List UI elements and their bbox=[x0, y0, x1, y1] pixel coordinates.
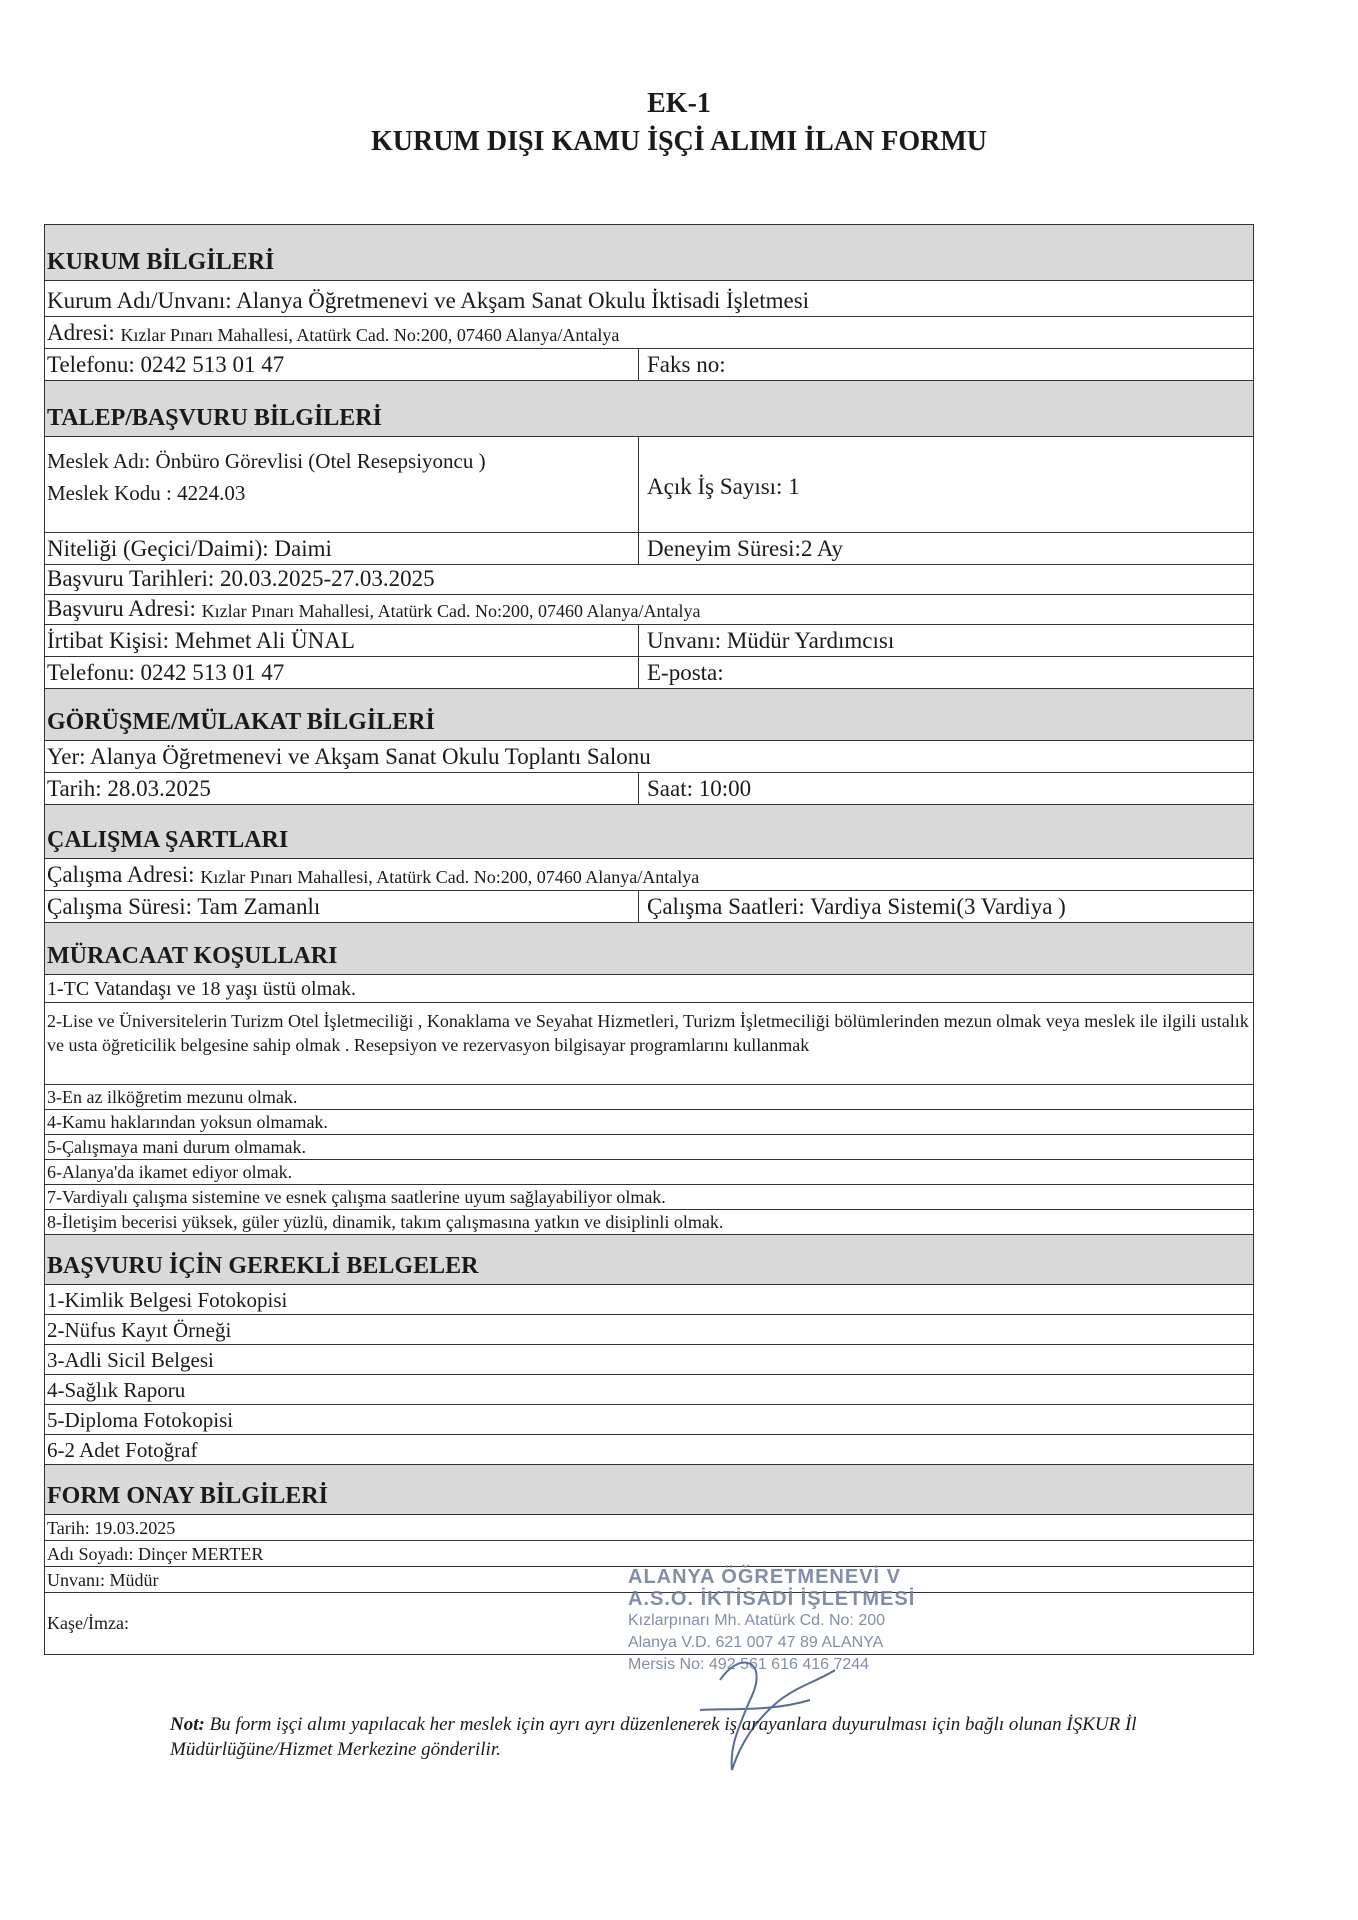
belge-item: 1-Kimlik Belgesi Fotokopisi bbox=[45, 1285, 1253, 1315]
basvuru-tarihleri-row bbox=[45, 565, 1253, 595]
onay-unvan: Unvanı: Müdür bbox=[47, 1570, 159, 1590]
muracaat-item: 6-Alanya'da ikamet ediyor olmak. bbox=[45, 1160, 1253, 1185]
deneyim-suresi: Deneyim Süresi:2 Ay bbox=[647, 536, 843, 561]
basvuru-adres-value: Kızlar Pınarı Mahallesi, Atatürk Cad. No:200, 07460 Alanya/Antalya bbox=[201, 601, 701, 621]
muracaat-item: 7-Vardiyalı çalışma sistemine ve esnek çalışma saatlerine uyum sağlayabiliyor olmak. bbox=[45, 1185, 1253, 1210]
calisma-adres-value: Kızlar Pınarı Mahallesi, Atatürk Cad. No:200, 07460 Alanya/Antalya bbox=[200, 867, 700, 887]
onay-tarih-row bbox=[45, 1515, 1253, 1541]
basvuru-tarihleri: Başvuru Tarihleri: 20.03.2025-27.03.2025 bbox=[47, 566, 435, 591]
section-onay bbox=[45, 1465, 1253, 1515]
meslek-kodu: Meslek Kodu : 4224.03 bbox=[47, 481, 246, 505]
muracaat-item: 2-Lise ve Üniversitelerin Turizm Otel İşletmeciliği , Konaklama ve Seyahat Hizmetleri, Turizm İşletmeciliği bölümlerinden mezun olmak veya meslek ile ilgili ustalık ve usta öğreticilik belgesine sahip olmak . Resepsiyon ve rezervasyon bilgisayar programlarını kullanmak bbox=[45, 1003, 1253, 1085]
kurum-adi-row bbox=[45, 281, 1253, 317]
acik-is-sayisi: Açık İş Sayısı: 1 bbox=[647, 474, 800, 499]
section-gorusme bbox=[45, 689, 1253, 741]
stamp-line: ALANYA ÖĞRETMENEVİ V bbox=[628, 1566, 901, 1588]
kurum-adres-row bbox=[45, 317, 1253, 349]
section-belgeler bbox=[45, 1235, 1253, 1285]
kurum-adi: Kurum Adı/Unvanı: Alanya Öğretmenevi ve Akşam Sanat Okulu İktisadi İşletmesi bbox=[47, 288, 810, 313]
calisma-saatleri: Çalışma Saatleri: Vardiya Sistemi(3 Vardiya ) bbox=[647, 894, 1066, 919]
form-table bbox=[44, 224, 1254, 1655]
section-title: FORM ONAY BİLGİLERİ bbox=[47, 1483, 328, 1509]
section-title: MÜRACAAT KOŞULLARI bbox=[47, 943, 338, 969]
calisma-suresi: Çalışma Süresi: Tam Zamanlı bbox=[47, 894, 321, 919]
basvuru-adres-row bbox=[45, 595, 1253, 625]
section-muracaat bbox=[45, 923, 1253, 975]
onay-tarih: Tarih: 19.03.2025 bbox=[47, 1518, 176, 1538]
belge-item: 2-Nüfus Kayıt Örneği bbox=[45, 1315, 1253, 1345]
calisma-adres-row bbox=[45, 859, 1253, 891]
calisma-sure-row bbox=[45, 891, 1253, 923]
calisma-adres-label: Çalışma Adresi: bbox=[47, 862, 195, 887]
muracaat-item: 4-Kamu haklarından yoksun olmamak. bbox=[45, 1110, 1253, 1135]
gorusme-saat: Saat: 10:00 bbox=[647, 776, 752, 801]
section-title: ÇALIŞMA ŞARTLARI bbox=[47, 827, 289, 853]
form-note bbox=[170, 1712, 1230, 1762]
belge-item: 3-Adli Sicil Belgesi bbox=[45, 1345, 1253, 1375]
stamp-line: Mersis No: 492 561 616 416 7244 bbox=[628, 1656, 870, 1673]
belge-item: 4-Sağlık Raporu bbox=[45, 1375, 1253, 1405]
onay-adi-row bbox=[45, 1541, 1253, 1567]
kurum-adres-value: Kızlar Pınarı Mahallesi, Atatürk Cad. No:200, 07460 Alanya/Antalya bbox=[120, 325, 620, 345]
kurum-telefon: Telefonu: 0242 513 01 47 bbox=[47, 352, 285, 377]
section-kurum bbox=[45, 225, 1253, 281]
section-title: TALEP/BAŞVURU BİLGİLERİ bbox=[47, 405, 382, 431]
annex-label: EK-1 bbox=[647, 88, 711, 119]
gorusme-tarih-row bbox=[45, 773, 1253, 805]
kurum-adres-label: Adresi: bbox=[47, 320, 115, 345]
basvuru-adres-label: Başvuru Adresi: bbox=[47, 596, 196, 621]
stamp-line: Alanya V.D. 621 007 47 89 ALANYA bbox=[628, 1634, 884, 1651]
section-calisma bbox=[45, 805, 1253, 859]
nitelik-row bbox=[45, 533, 1253, 565]
irtibat-row bbox=[45, 625, 1253, 657]
gorusme-tarih: Tarih: 28.03.2025 bbox=[47, 776, 211, 801]
onay-adi-soyadi: Adı Soyadı: Dinçer MERTER bbox=[47, 1544, 264, 1564]
section-talep bbox=[45, 381, 1253, 437]
gorusme-yer-row bbox=[45, 741, 1253, 773]
muracaat-item: 5-Çalışmaya mani durum olmamak. bbox=[45, 1135, 1253, 1160]
section-title: KURUM BİLGİLERİ bbox=[47, 249, 275, 275]
note-label: Not: bbox=[170, 1714, 205, 1735]
muracaat-item: 1-TC Vatandaşı ve 18 yaşı üstü olmak. bbox=[45, 975, 1253, 1003]
talep-eposta: E-posta: bbox=[647, 660, 724, 685]
irtibat-kisisi: İrtibat Kişisi: Mehmet Ali ÜNAL bbox=[47, 628, 355, 653]
gorusme-yer: Yer: Alanya Öğretmenevi ve Akşam Sanat Okulu Toplantı Salonu bbox=[47, 744, 651, 769]
meslek-row bbox=[45, 437, 1253, 533]
section-title: BAŞVURU İÇİN GEREKLİ BELGELER bbox=[47, 1253, 479, 1279]
belge-item: 6-2 Adet Fotoğraf bbox=[45, 1435, 1253, 1465]
muracaat-item: 3-En az ilköğretim mezunu olmak. bbox=[45, 1085, 1253, 1110]
belge-item: 5-Diploma Fotokopisi bbox=[45, 1405, 1253, 1435]
kurum-telefon-row bbox=[45, 349, 1253, 381]
meslek-adi: Meslek Adı: Önbüro Görevlisi (Otel Resepsiyoncu ) bbox=[47, 449, 486, 473]
stamp-line: A.S.O. İKTİSADİ İŞLETMESİ bbox=[628, 1588, 916, 1610]
onay-kase-imza: Kaşe/İmza: bbox=[47, 1612, 129, 1633]
kurum-faks: Faks no: bbox=[647, 352, 726, 377]
talep-telefon: Telefonu: 0242 513 01 47 bbox=[47, 660, 285, 685]
section-title: GÖRÜŞME/MÜLAKAT BİLGİLERİ bbox=[47, 709, 435, 735]
nitelik: Niteliği (Geçici/Daimi): Daimi bbox=[47, 536, 332, 561]
irtibat-unvan: Unvanı: Müdür Yardımcısı bbox=[647, 628, 895, 653]
muracaat-item: 8-İletişim becerisi yüksek, güler yüzlü, dinamik, takım çalışmasına yatkın ve disiplinli olmak. bbox=[45, 1210, 1253, 1235]
note-text: Bu form işçi alımı yapılacak her meslek için ayrı ayrı düzenlenerek iş arayanlara duyurulması için bağlı olunan İŞKUR İl Müdürlüğüne/Hizmet Merkezine gönderilir. bbox=[170, 1714, 1137, 1760]
talep-telefon-row bbox=[45, 657, 1253, 689]
stamp-line: Kızlarpınarı Mh. Atatürk Cd. No: 200 bbox=[628, 1612, 886, 1629]
page-title: KURUM DIŞI KAMU İŞÇİ ALIMI İLAN FORMU bbox=[370, 126, 988, 157]
